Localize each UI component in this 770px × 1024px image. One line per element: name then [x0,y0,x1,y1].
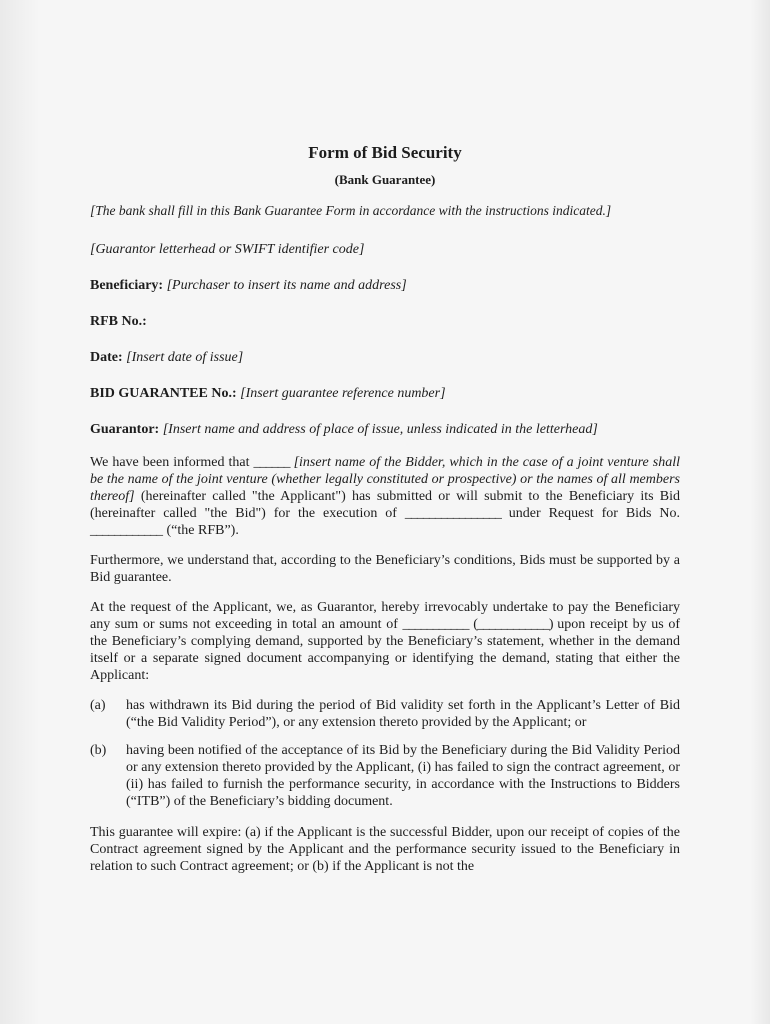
date-label: Date: [90,350,123,365]
scan-shadow-left [0,0,40,1024]
p1-text-b: (hereinafter called "the Applicant") has submitted or will submit to the Beneficiary its Bid (hereinafter called "the Bid") for the execution of [90,489,681,521]
date-field [90,349,680,366]
letterhead-placeholder: [Guarantor letterhead or SWIFT identifier code] [90,242,365,257]
scan-shadow-right [750,0,770,1024]
bid-guarantee-value: [Insert guarantee reference number] [240,386,446,401]
document-subtitle: (Bank Guarantee) [334,172,436,187]
paragraph-informed [90,454,680,539]
beneficiary-field [90,277,680,294]
guarantor-value: [Insert name and address of place of issue, unless indicated in the letterhead] [162,422,598,437]
rfb-field [90,313,680,330]
p3-text-a: At the request of the Applicant, we, as Guarantor, hereby irrevocably undertake to pay the Beneficiary any sum or sums not exceeding in total an amount of [90,600,680,632]
p1-text-d: _ (“the RFB”). [156,523,239,538]
bid-guarantee-label: BID GUARANTEE No.: [90,386,237,401]
date-value: [Insert date of issue] [126,350,244,365]
p3-blank-2: (____________) [473,617,553,632]
paragraph-request [90,599,680,684]
document-title: Form of Bid Security [308,143,462,162]
item-a-text: has withdrawn its Bid during the period of Bid validity set forth in the Applicant’s Letter of Bid (“the Bid Validity Period”), or any extension thereto provided by the Applicant; or [126,698,680,730]
item-b-marker: (b) [90,743,107,758]
beneficiary-value: [Purchaser to insert its name and address] [166,278,407,293]
guarantor-field [90,421,680,438]
list-item-a [90,697,680,731]
paragraph-expire: This guarantee will expire: (a) if the Applicant is the successful Bidder, upon our receipt of copies of the Contract agreement signed by the Applicant and the performance security issued to the Beneficiary in relation to such Contract agreement; or (b) if the Applicant is not the [90,825,680,874]
beneficiary-label: Beneficiary: [90,278,164,293]
p1-blank-3: ___________ [90,523,156,538]
instruction-note: [The bank shall fill in this Bank Guarantee Form in accordance with the instructions indicated.] [90,203,612,218]
p1-text-c: under Request for Bids No. [508,506,681,521]
document-body [90,144,680,888]
letterhead-line [90,241,680,258]
list-item-b [90,742,680,810]
p3-blank-1: ___________ [402,617,469,632]
p3-text-b: upon receipt by us of the Beneficiary’s complying demand, supported by the Beneficiary’s statement, whether in the demand itself or a separate signed document accompanying or identifying the demand, stating that either the Applicant: [90,617,681,683]
p1-blank-2: ________________ [404,506,501,521]
p1-text-a: We have been informed that [90,455,250,470]
paragraph-furthermore: Furthermore, we understand that, according to the Beneficiary’s conditions, Bids must be supported by a Bid guarantee. [90,553,680,585]
p1-blank-1: ______ [253,455,290,470]
p1-italic-bidder: [insert name of the Bidder, which in the case of a joint venture shall be the name of the joint venture (whether legally constituted or prospective) or the names of all members thereof] [90,455,680,504]
item-b-text: having been notified of the acceptance of its Bid by the Beneficiary during the Bid Validity Period or any extension thereto provided by the Applicant, (i) has failed to sign the contract agreement, or (ii) has failed to furnish the performance security, in accordance with the Instructions to Bidders (“ITB”) of the Beneficiary’s bidding document. [126,743,680,809]
guarantor-label: Guarantor: [90,422,160,437]
rfb-label: RFB No.: [90,314,147,329]
bid-guarantee-field [90,385,680,402]
item-a-marker: (a) [90,698,106,713]
